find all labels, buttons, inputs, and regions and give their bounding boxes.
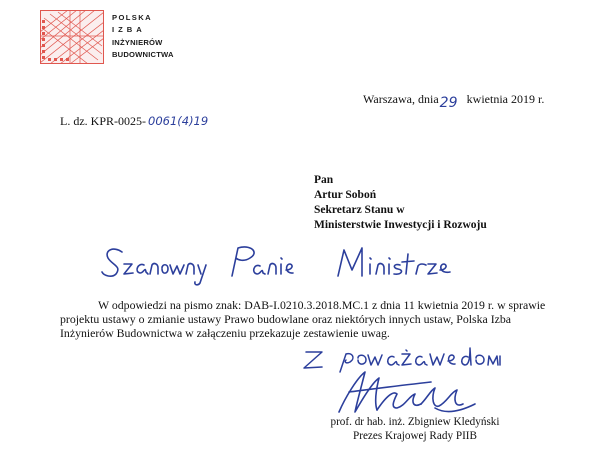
org-name-line: IZBA [112,25,146,35]
signer-title: Prezes Krajowej Rady PIIB [353,429,477,442]
org-name-line: BUDOWNICTWA [112,50,174,60]
date-prefix: Warszawa, dnia [363,92,439,106]
reference-prefix: L. dz. KPR-0025- [60,114,146,128]
letterhead-logo [40,10,190,66]
signature-icon [335,368,485,418]
handwritten-reference: 0061(4)19 [148,114,209,128]
closing-text [300,346,306,347]
date-suffix: kwietnia 2019 r. [466,92,545,106]
addressee-line: Ministerstwie Inwestycji i Rozwoju [314,219,487,231]
signer-block [316,416,514,443]
piib-logo-icon [40,10,104,64]
body-paragraph: W odpowiedzi na pismo znak: DAB-I.0210.3.2018.MC.1 z dnia 11 kwietnia 2019 r. w sprawie projektu ustawy o zmianie ustawy Prawo budowlane oraz niektórych innych ustaw, Polska Izba Inżynierów Budownictwa w załączeniu przekazuje zestawienie uwag. [60,298,546,340]
reference-number [60,114,208,129]
salutation-handwriting-icon [100,238,465,286]
addressee-line: Sekretarz Stanu w [314,204,405,216]
letter-body [60,298,560,340]
letterhead-org-name [112,12,174,62]
handwritten-salutation [100,238,465,286]
org-name-line: POLSKA [112,13,153,22]
salutation-text [100,238,111,239]
handwritten-day: 29 [439,95,458,111]
letter-date [363,92,545,111]
addressee-block [314,173,487,233]
signer-name: prof. dr hab. inż. Zbigniew Kledyński [330,416,500,428]
org-name-line: INŻYNIERÓW [112,37,163,47]
addressee-name: Artur Soboń [314,189,377,201]
addressee-line: Pan [314,174,334,186]
